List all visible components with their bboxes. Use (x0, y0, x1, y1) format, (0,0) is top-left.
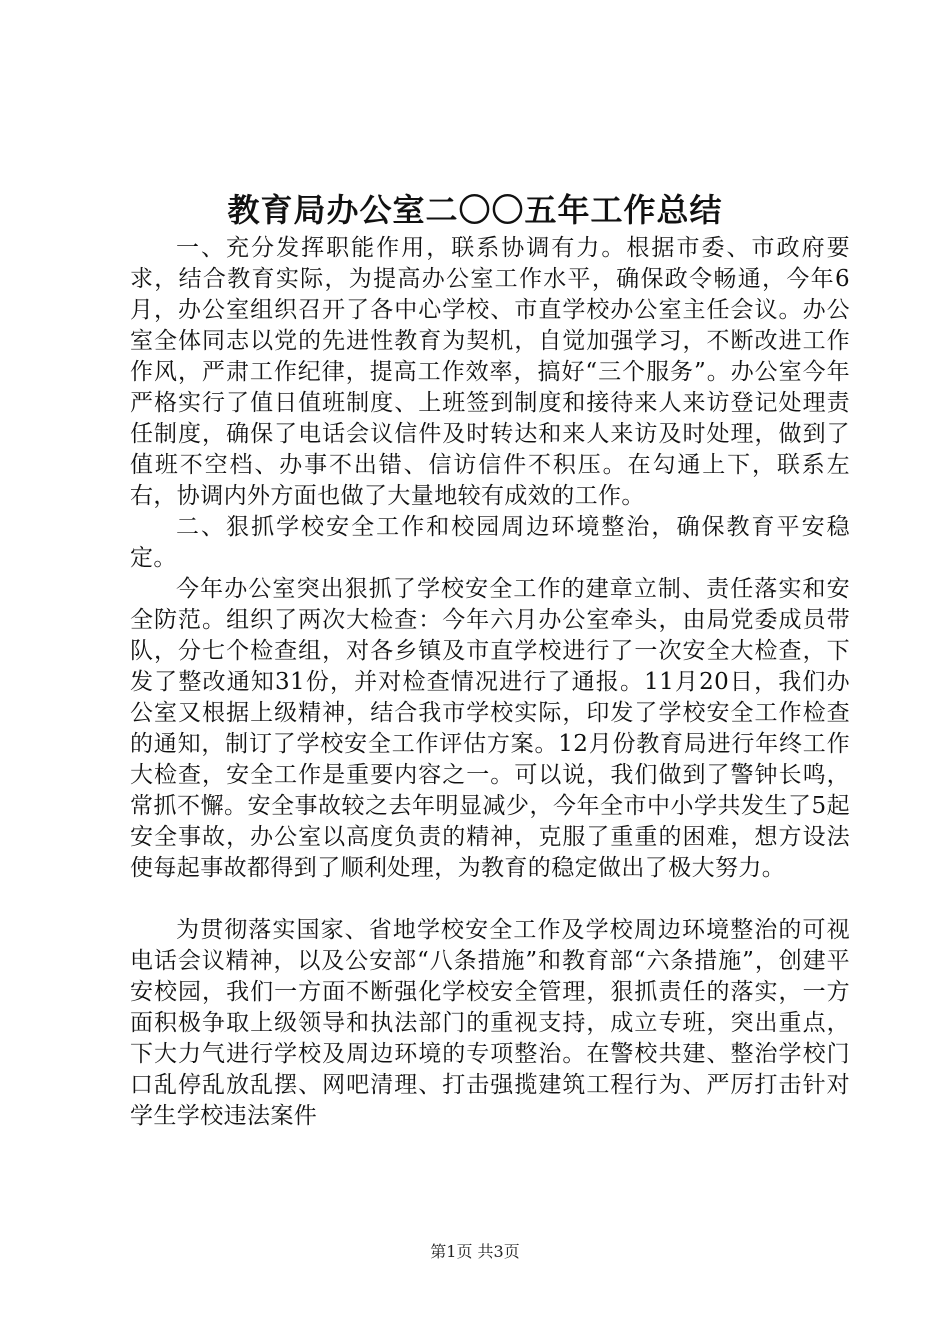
paragraph-3: 今年办公室突出狠抓了学校安全工作的建章立制、责任落实和安全防范。组织了两次大检查：今年六月办公室牵头，由局党委成员带队，分七个检查组，对各乡镇及市直学校进行了一次安全大检查，下发了整改通知31份，并对检查情况进行了通报。11月20日，我们办公室又根据上级精神，结合我市学校实际，印发了学校安全工作检查的通知，制订了学校安全工作评估方案。12月份教育局进行年终工作大检查，安全工作是重要内容之一。可以说，我们做到了警钟长鸣，常抓不懈。安全事故较之去年明显减少，今年全市中小学共发生了5起安全事故，办公室以高度负责的精神，克服了重重的困难，想方设法使每起事故都得到了顺利处理，为教育的稳定做出了极大努力。 (130, 576, 850, 881)
document-body (130, 233, 850, 1132)
paragraph-4: 为贯彻落实国家、省地学校安全工作及学校周边环境整治的可视电话会议精神，以及公安部“八条措施”和教育部“六条措施”，创建平安校园，我们一方面不断强化学校安全管理，狠抓责任的落实，一方面积极争取上级领导和执法部门的重视支持，成立专班，突出重点，下大力气进行学校及周边环境的专项整治。在警校共建、整治学校门口乱停乱放乱摆、网吧清理、打击强揽建筑工程行为、严厉打击针对学生学校违法案件 (130, 917, 850, 1129)
document-title: 教育局办公室二〇〇五年工作总结 (227, 191, 723, 229)
page-footer: 第1页 共3页 (430, 1242, 520, 1261)
paragraph-1: 一、充分发挥职能作用，联系协调有力。根据市委、市政府要求，结合教育实际，为提高办公室工作水平，确保政令畅通，今年6月，办公室组织召开了各中心学校、市直学校办公室主任会议。办公室全体同志以党的先进性教育为契机，自觉加强学习，不断改进工作作风，严肃工作纪律，提高工作效率，搞好“三个服务”。办公室今年严格实行了值日值班制度、上班签到制度和接待来人来访登记处理责任制度，确保了电话会议信件及时转达和来人来访及时处理，做到了值班不空档、办事不出错、信访信件不积压。在勾通上下，联系左右，协调内外方面也做了大量地较有成效的工作。 (130, 235, 850, 509)
paragraph-2: 二、狠抓学校安全工作和校园周边环境整治，确保教育平安稳定。 (130, 514, 850, 571)
